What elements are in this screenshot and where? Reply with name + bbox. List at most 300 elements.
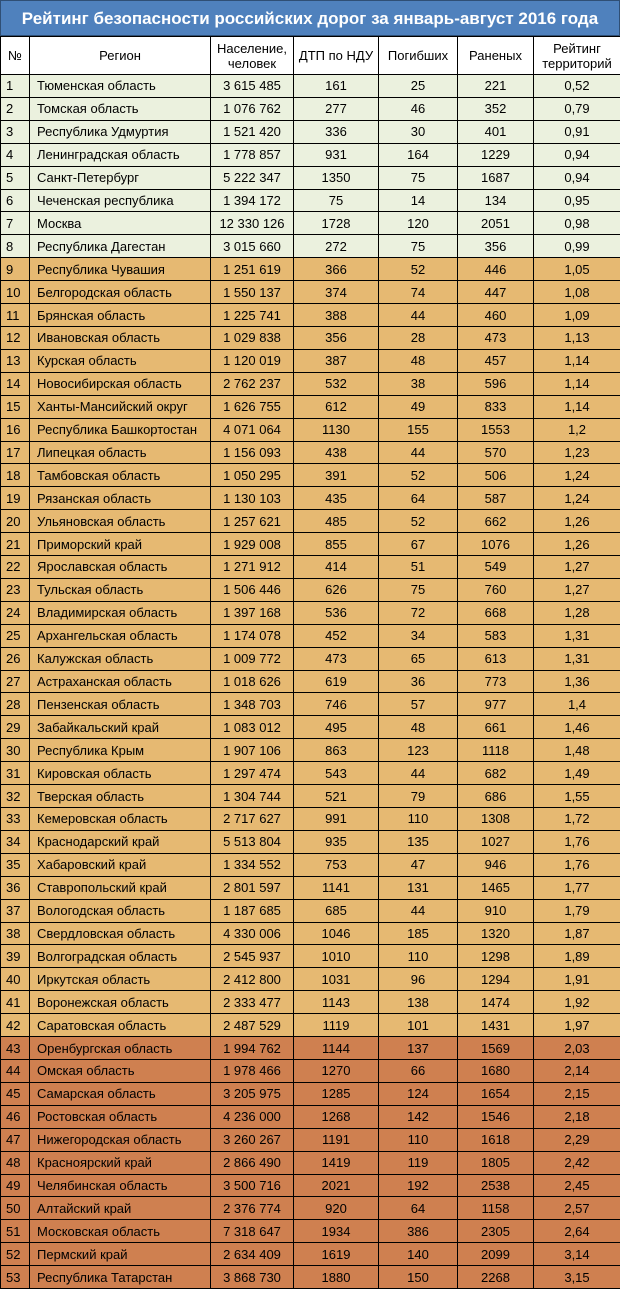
cell-dead: 140 (379, 1243, 458, 1266)
cell-num: 25 (1, 624, 30, 647)
cell-dead: 185 (379, 922, 458, 945)
header-injured: Раненых (458, 37, 534, 75)
cell-dtp: 1046 (294, 922, 379, 945)
cell-dead: 44 (379, 899, 458, 922)
cell-region: Красноярский край (30, 1151, 211, 1174)
cell-population: 4 071 064 (211, 418, 294, 441)
cell-region: Омская область (30, 1059, 211, 1082)
cell-rating: 1,92 (534, 991, 620, 1014)
cell-injured: 1229 (458, 143, 534, 166)
cell-rating: 0,79 (534, 97, 620, 120)
cell-injured: 221 (458, 75, 534, 98)
cell-num: 47 (1, 1128, 30, 1151)
cell-dtp: 387 (294, 349, 379, 372)
cell-num: 20 (1, 510, 30, 533)
cell-region: Астраханская область (30, 670, 211, 693)
cell-rating: 1,14 (534, 349, 620, 372)
cell-injured: 2051 (458, 212, 534, 235)
cell-rating: 1,76 (534, 830, 620, 853)
cell-injured: 356 (458, 235, 534, 258)
cell-rating: 2,18 (534, 1105, 620, 1128)
cell-population: 1 334 552 (211, 853, 294, 876)
cell-rating: 0,52 (534, 75, 620, 98)
cell-injured: 457 (458, 349, 534, 372)
cell-rating: 1,87 (534, 922, 620, 945)
table-row (1, 1037, 620, 1060)
cell-population: 2 412 800 (211, 968, 294, 991)
cell-region: Самарская область (30, 1082, 211, 1105)
cell-dtp: 612 (294, 395, 379, 418)
cell-dead: 101 (379, 1014, 458, 1037)
cell-population: 7 318 647 (211, 1220, 294, 1243)
cell-injured: 1076 (458, 533, 534, 556)
cell-rating: 1,24 (534, 464, 620, 487)
cell-region: Воронежская область (30, 991, 211, 1014)
cell-rating: 2,64 (534, 1220, 620, 1243)
cell-dtp: 391 (294, 464, 379, 487)
cell-dtp: 935 (294, 830, 379, 853)
cell-rating: 1,13 (534, 326, 620, 349)
table-row (1, 189, 620, 212)
cell-dtp: 366 (294, 258, 379, 281)
cell-region: Ярославская область (30, 556, 211, 579)
cell-dead: 137 (379, 1037, 458, 1060)
table-row (1, 808, 620, 831)
cell-dtp: 388 (294, 304, 379, 327)
cell-dtp: 931 (294, 143, 379, 166)
cell-population: 1 120 019 (211, 349, 294, 372)
cell-num: 39 (1, 945, 30, 968)
cell-injured: 977 (458, 693, 534, 716)
cell-rating: 1,23 (534, 441, 620, 464)
cell-injured: 668 (458, 601, 534, 624)
cell-injured: 2305 (458, 1220, 534, 1243)
cell-injured: 134 (458, 189, 534, 212)
table-row (1, 464, 620, 487)
cell-region: Кемеровская область (30, 808, 211, 831)
cell-region: Ульяновская область (30, 510, 211, 533)
cell-dead: 36 (379, 670, 458, 693)
cell-num: 14 (1, 372, 30, 395)
cell-dtp: 1419 (294, 1151, 379, 1174)
cell-num: 2 (1, 97, 30, 120)
cell-dead: 14 (379, 189, 458, 212)
cell-dead: 123 (379, 739, 458, 762)
cell-dead: 155 (379, 418, 458, 441)
cell-population: 1 304 744 (211, 785, 294, 808)
cell-dtp: 863 (294, 739, 379, 762)
table-row (1, 97, 620, 120)
cell-dead: 110 (379, 808, 458, 831)
cell-num: 49 (1, 1174, 30, 1197)
cell-injured: 352 (458, 97, 534, 120)
cell-dtp: 855 (294, 533, 379, 556)
cell-population: 1 907 106 (211, 739, 294, 762)
cell-rating: 1,77 (534, 876, 620, 899)
cell-num: 22 (1, 556, 30, 579)
table-row (1, 670, 620, 693)
cell-num: 19 (1, 487, 30, 510)
cell-num: 43 (1, 1037, 30, 1060)
cell-region: Хабаровский край (30, 853, 211, 876)
cell-dead: 52 (379, 258, 458, 281)
cell-num: 17 (1, 441, 30, 464)
cell-population: 1 029 838 (211, 326, 294, 349)
header-region: Регион (30, 37, 211, 75)
table-row (1, 212, 620, 235)
cell-dead: 135 (379, 830, 458, 853)
cell-dead: 44 (379, 441, 458, 464)
cell-dead: 25 (379, 75, 458, 98)
cell-injured: 1553 (458, 418, 534, 441)
cell-rating: 1,72 (534, 808, 620, 831)
cell-rating: 1,27 (534, 556, 620, 579)
cell-dead: 192 (379, 1174, 458, 1197)
cell-dtp: 75 (294, 189, 379, 212)
cell-num: 40 (1, 968, 30, 991)
cell-region: Республика Удмуртия (30, 120, 211, 143)
cell-dtp: 473 (294, 647, 379, 670)
cell-population: 2 487 529 (211, 1014, 294, 1037)
cell-dtp: 521 (294, 785, 379, 808)
cell-rating: 1,46 (534, 716, 620, 739)
cell-injured: 946 (458, 853, 534, 876)
cell-dead: 57 (379, 693, 458, 716)
cell-population: 2 717 627 (211, 808, 294, 831)
cell-dead: 75 (379, 578, 458, 601)
cell-dead: 74 (379, 281, 458, 304)
cell-rating: 1,26 (534, 510, 620, 533)
cell-injured: 446 (458, 258, 534, 281)
cell-population: 2 376 774 (211, 1197, 294, 1220)
cell-region: Приморский край (30, 533, 211, 556)
cell-region: Чеченская республика (30, 189, 211, 212)
header-rating-line1: Рейтинг (553, 40, 601, 56)
table-row (1, 166, 620, 189)
cell-population: 1 521 420 (211, 120, 294, 143)
cell-population: 12 330 126 (211, 212, 294, 235)
cell-injured: 1298 (458, 945, 534, 968)
cell-num: 24 (1, 601, 30, 624)
table-row (1, 143, 620, 166)
cell-num: 53 (1, 1266, 30, 1289)
cell-region: Республика Чувашия (30, 258, 211, 281)
table-row (1, 1151, 620, 1174)
cell-region: Белгородская область (30, 281, 211, 304)
cell-injured: 1474 (458, 991, 534, 1014)
table-row (1, 762, 620, 785)
cell-region: Ставропольский край (30, 876, 211, 899)
cell-rating: 2,15 (534, 1082, 620, 1105)
table-row (1, 739, 620, 762)
cell-dead: 131 (379, 876, 458, 899)
cell-region: Ханты-Мансийский округ (30, 395, 211, 418)
cell-dead: 44 (379, 304, 458, 327)
cell-dead: 79 (379, 785, 458, 808)
cell-rating: 2,57 (534, 1197, 620, 1220)
cell-rating: 1,2 (534, 418, 620, 441)
cell-injured: 1805 (458, 1151, 534, 1174)
cell-num: 4 (1, 143, 30, 166)
table-row (1, 899, 620, 922)
cell-num: 8 (1, 235, 30, 258)
cell-dtp: 1619 (294, 1243, 379, 1266)
cell-num: 48 (1, 1151, 30, 1174)
cell-injured: 1308 (458, 808, 534, 831)
cell-population: 3 015 660 (211, 235, 294, 258)
cell-rating: 1,89 (534, 945, 620, 968)
cell-dead: 96 (379, 968, 458, 991)
cell-rating: 1,09 (534, 304, 620, 327)
cell-population: 1 251 619 (211, 258, 294, 281)
cell-dead: 110 (379, 945, 458, 968)
cell-dead: 48 (379, 349, 458, 372)
cell-dtp: 1144 (294, 1037, 379, 1060)
cell-region: Владимирская область (30, 601, 211, 624)
cell-population: 2 801 597 (211, 876, 294, 899)
cell-region: Республика Крым (30, 739, 211, 762)
cell-population: 3 868 730 (211, 1266, 294, 1289)
cell-rating: 1,97 (534, 1014, 620, 1037)
table-row (1, 533, 620, 556)
cell-dead: 52 (379, 510, 458, 533)
cell-num: 30 (1, 739, 30, 762)
cell-rating: 1,55 (534, 785, 620, 808)
cell-injured: 1118 (458, 739, 534, 762)
cell-dtp: 753 (294, 853, 379, 876)
cell-num: 51 (1, 1220, 30, 1243)
cell-population: 1 174 078 (211, 624, 294, 647)
cell-region: Ивановская область (30, 326, 211, 349)
cell-dtp: 374 (294, 281, 379, 304)
cell-num: 33 (1, 808, 30, 831)
cell-injured: 1027 (458, 830, 534, 853)
cell-injured: 506 (458, 464, 534, 487)
cell-rating: 3,15 (534, 1266, 620, 1289)
cell-injured: 587 (458, 487, 534, 510)
cell-dead: 34 (379, 624, 458, 647)
table-row (1, 120, 620, 143)
table-row (1, 647, 620, 670)
table-row (1, 693, 620, 716)
cell-injured: 1158 (458, 1197, 534, 1220)
table-row (1, 258, 620, 281)
cell-rating: 0,99 (534, 235, 620, 258)
cell-num: 26 (1, 647, 30, 670)
table-row (1, 624, 620, 647)
cell-dtp: 626 (294, 578, 379, 601)
cell-population: 1 394 172 (211, 189, 294, 212)
cell-region: Республика Башкортостан (30, 418, 211, 441)
cell-region: Пензенская область (30, 693, 211, 716)
cell-injured: 2268 (458, 1266, 534, 1289)
cell-population: 2 333 477 (211, 991, 294, 1014)
cell-dtp: 1010 (294, 945, 379, 968)
cell-rating: 1,79 (534, 899, 620, 922)
cell-region: Нижегородская область (30, 1128, 211, 1151)
cell-num: 6 (1, 189, 30, 212)
cell-injured: 1687 (458, 166, 534, 189)
cell-injured: 662 (458, 510, 534, 533)
cell-dtp: 485 (294, 510, 379, 533)
cell-num: 37 (1, 899, 30, 922)
cell-rating: 2,45 (534, 1174, 620, 1197)
cell-region: Санкт-Петербург (30, 166, 211, 189)
cell-population: 2 634 409 (211, 1243, 294, 1266)
cell-injured: 1465 (458, 876, 534, 899)
cell-region: Республика Дагестан (30, 235, 211, 258)
cell-num: 44 (1, 1059, 30, 1082)
cell-dtp: 1141 (294, 876, 379, 899)
table-row (1, 418, 620, 441)
cell-dead: 51 (379, 556, 458, 579)
cell-dead: 49 (379, 395, 458, 418)
cell-dtp: 1143 (294, 991, 379, 1014)
cell-dead: 28 (379, 326, 458, 349)
cell-dtp: 1191 (294, 1128, 379, 1151)
cell-population: 1 994 762 (211, 1037, 294, 1060)
cell-injured: 460 (458, 304, 534, 327)
cell-dtp: 619 (294, 670, 379, 693)
cell-population: 1 083 012 (211, 716, 294, 739)
cell-population: 2 545 937 (211, 945, 294, 968)
cell-num: 28 (1, 693, 30, 716)
cell-num: 9 (1, 258, 30, 281)
cell-region: Ленинградская область (30, 143, 211, 166)
table-row (1, 1243, 620, 1266)
cell-population: 3 260 267 (211, 1128, 294, 1151)
table-row (1, 1014, 620, 1037)
cell-population: 1 130 103 (211, 487, 294, 510)
cell-num: 7 (1, 212, 30, 235)
cell-num: 13 (1, 349, 30, 372)
cell-dtp: 920 (294, 1197, 379, 1220)
cell-num: 42 (1, 1014, 30, 1037)
table-row (1, 1174, 620, 1197)
cell-num: 50 (1, 1197, 30, 1220)
cell-injured: 2538 (458, 1174, 534, 1197)
cell-num: 21 (1, 533, 30, 556)
cell-num: 12 (1, 326, 30, 349)
cell-injured: 682 (458, 762, 534, 785)
cell-injured: 1680 (458, 1059, 534, 1082)
cell-dtp: 161 (294, 75, 379, 98)
cell-rating: 0,91 (534, 120, 620, 143)
cell-num: 52 (1, 1243, 30, 1266)
cell-dtp: 746 (294, 693, 379, 716)
table-row (1, 991, 620, 1014)
cell-injured: 473 (458, 326, 534, 349)
table-row (1, 876, 620, 899)
table-row (1, 1059, 620, 1082)
table-row (1, 1105, 620, 1128)
cell-num: 41 (1, 991, 30, 1014)
table-row (1, 945, 620, 968)
cell-num: 29 (1, 716, 30, 739)
cell-population: 1 076 762 (211, 97, 294, 120)
header-num: № (1, 37, 30, 75)
cell-dtp: 543 (294, 762, 379, 785)
cell-rating: 2,14 (534, 1059, 620, 1082)
cell-num: 46 (1, 1105, 30, 1128)
table-row (1, 1082, 620, 1105)
cell-rating: 1,27 (534, 578, 620, 601)
cell-region: Архангельская область (30, 624, 211, 647)
cell-dtp: 1728 (294, 212, 379, 235)
cell-dtp: 1350 (294, 166, 379, 189)
cell-population: 1 348 703 (211, 693, 294, 716)
cell-injured: 686 (458, 785, 534, 808)
cell-num: 23 (1, 578, 30, 601)
cell-dtp: 1934 (294, 1220, 379, 1243)
header-row (1, 37, 620, 75)
cell-num: 38 (1, 922, 30, 945)
cell-dead: 65 (379, 647, 458, 670)
table-row (1, 441, 620, 464)
cell-num: 34 (1, 830, 30, 853)
cell-population: 3 205 975 (211, 1082, 294, 1105)
road-safety-table (0, 36, 620, 1289)
cell-rating: 3,14 (534, 1243, 620, 1266)
table-row (1, 349, 620, 372)
cell-region: Курская область (30, 349, 211, 372)
cell-region: Тамбовская область (30, 464, 211, 487)
cell-dtp: 1285 (294, 1082, 379, 1105)
cell-dead: 44 (379, 762, 458, 785)
cell-region: Иркутская область (30, 968, 211, 991)
table-row (1, 1266, 620, 1289)
cell-injured: 447 (458, 281, 534, 304)
header-dead: Погибших (379, 37, 458, 75)
cell-rating: 1,91 (534, 968, 620, 991)
cell-rating: 1,14 (534, 395, 620, 418)
cell-rating: 1,28 (534, 601, 620, 624)
cell-population: 2 762 237 (211, 372, 294, 395)
cell-dtp: 277 (294, 97, 379, 120)
cell-rating: 2,03 (534, 1037, 620, 1060)
cell-dtp: 991 (294, 808, 379, 831)
cell-dead: 75 (379, 166, 458, 189)
cell-population: 1 271 912 (211, 556, 294, 579)
cell-population: 1 550 137 (211, 281, 294, 304)
cell-region: Алтайский край (30, 1197, 211, 1220)
table-row (1, 716, 620, 739)
table-row (1, 1220, 620, 1243)
cell-dtp: 685 (294, 899, 379, 922)
table-body (1, 75, 620, 1289)
cell-region: Москва (30, 212, 211, 235)
cell-dead: 38 (379, 372, 458, 395)
cell-population: 1 018 626 (211, 670, 294, 693)
cell-injured: 1654 (458, 1082, 534, 1105)
cell-rating: 1,05 (534, 258, 620, 281)
cell-dtp: 1268 (294, 1105, 379, 1128)
cell-dtp: 272 (294, 235, 379, 258)
cell-population: 5 222 347 (211, 166, 294, 189)
cell-num: 36 (1, 876, 30, 899)
cell-injured: 570 (458, 441, 534, 464)
cell-num: 27 (1, 670, 30, 693)
cell-injured: 549 (458, 556, 534, 579)
table-row (1, 487, 620, 510)
cell-dtp: 336 (294, 120, 379, 143)
table-row (1, 830, 620, 853)
cell-population: 1 187 685 (211, 899, 294, 922)
cell-num: 16 (1, 418, 30, 441)
cell-num: 15 (1, 395, 30, 418)
cell-population: 4 236 000 (211, 1105, 294, 1128)
cell-region: Рязанская область (30, 487, 211, 510)
